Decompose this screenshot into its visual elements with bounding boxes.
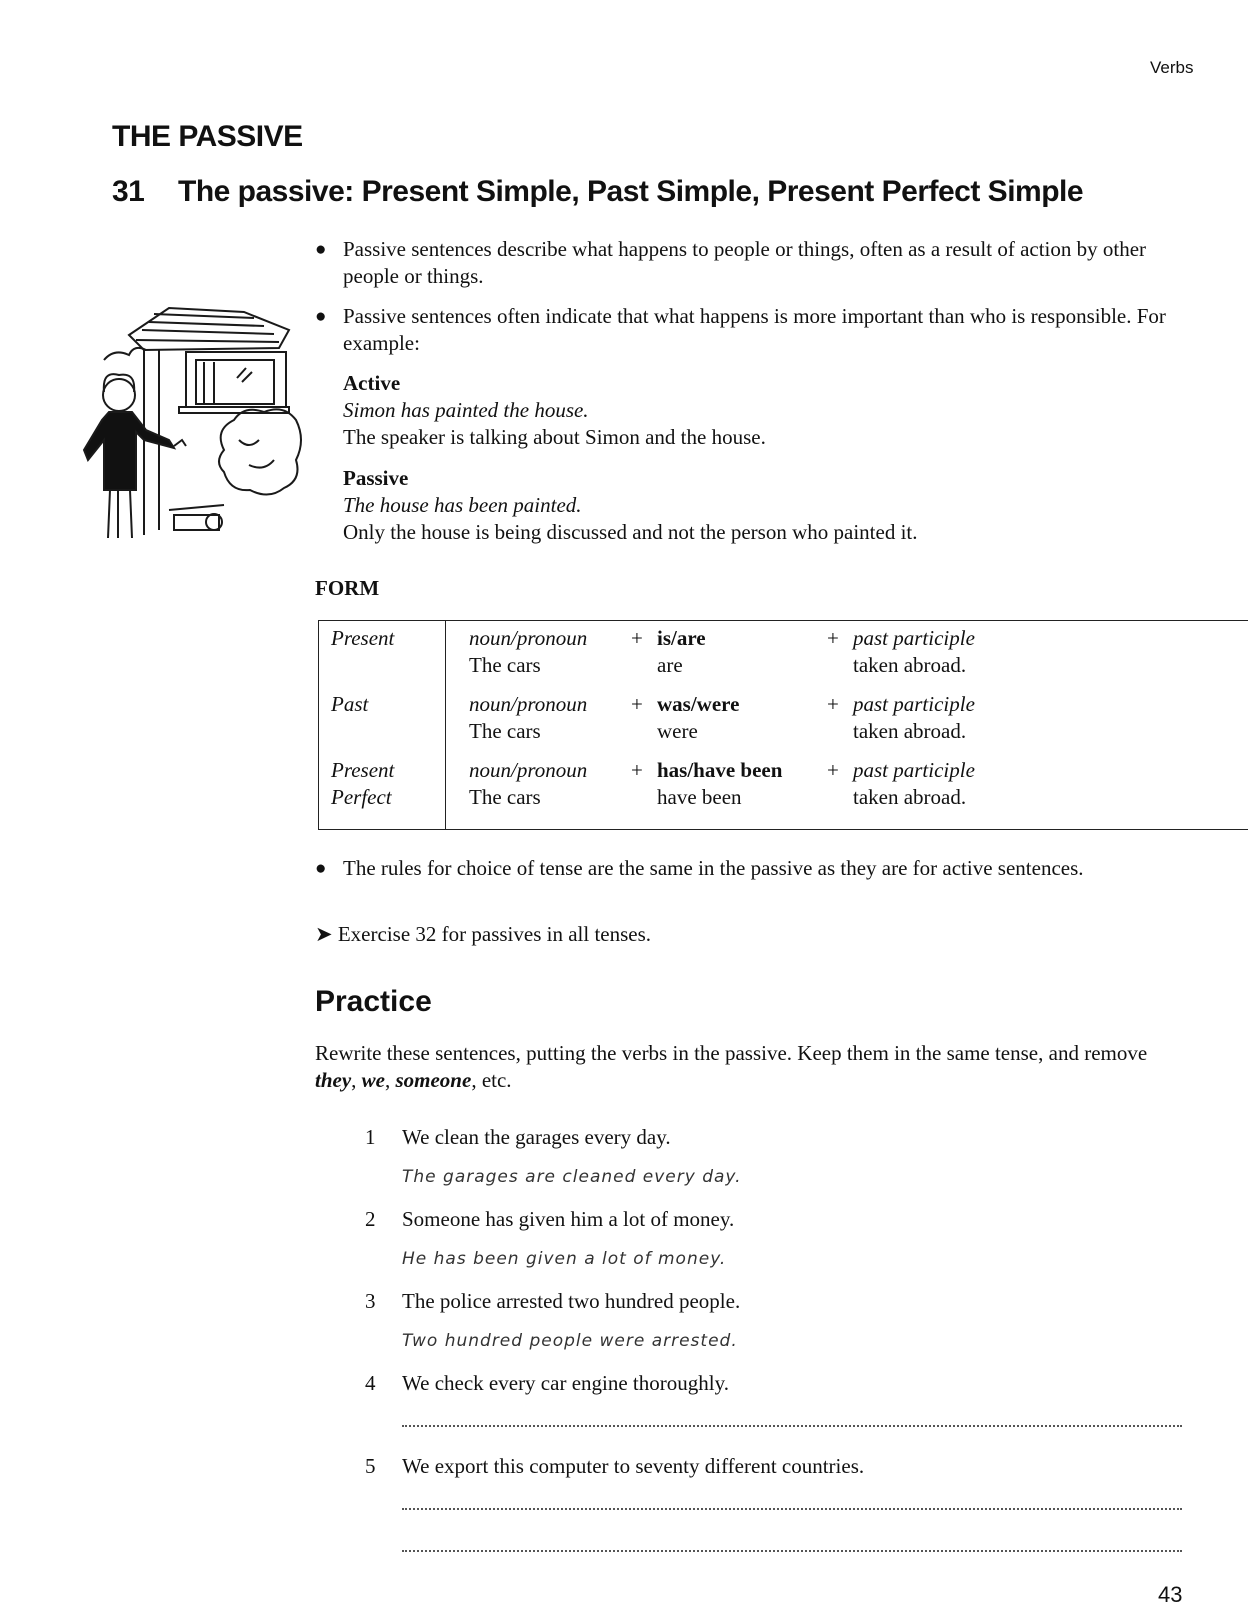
unit-number: 31	[112, 175, 145, 208]
cross-reference	[315, 922, 651, 947]
row-plus: +	[631, 758, 643, 782]
example-participle: taken abroad.	[853, 719, 967, 743]
passive-example	[343, 465, 1143, 546]
question-number: 1	[365, 1125, 376, 1149]
page-number: 43	[1158, 1582, 1183, 1607]
row-subject: noun/pronoun	[469, 626, 588, 650]
question-text: Someone has given him a lot of money.	[402, 1207, 735, 1231]
row-aux: is/are	[657, 626, 706, 650]
example-subject: The cars	[469, 719, 541, 743]
separator: ,	[384, 1068, 396, 1092]
row-subject: noun/pronoun	[469, 758, 588, 782]
row-participle: past participle	[853, 626, 975, 650]
cross-reference-text: Exercise 32 for passives in all tenses.	[337, 922, 652, 946]
row-plus: +	[631, 692, 643, 716]
bullet-dot-icon: ●	[315, 306, 327, 327]
row-plus: +	[631, 626, 643, 650]
instructions-end: , etc.	[471, 1068, 512, 1092]
word-someone: someone	[395, 1068, 472, 1092]
row-plus: +	[827, 626, 839, 650]
question-number: 2	[365, 1207, 376, 1231]
tense-present: Present	[331, 626, 395, 650]
word-they: they	[315, 1068, 352, 1092]
example-aux: have been	[657, 785, 742, 809]
passive-label: Passive	[343, 466, 409, 490]
tense-present-perfect-2: Perfect	[331, 785, 392, 809]
example-participle: taken abroad.	[853, 653, 967, 677]
bullet-passive-importance	[315, 303, 1175, 357]
form-table	[318, 620, 1248, 830]
active-sentence: Simon has painted the house.	[343, 398, 589, 422]
answer-handwritten: Two hundred people were arrested.	[402, 1331, 738, 1351]
bullet-tense-rules	[315, 855, 1175, 882]
passive-note: Only the house is being discussed and not the person who painted it.	[343, 520, 918, 544]
arrow-icon: ➤	[315, 922, 333, 946]
bullet-text: Passive sentences describe what happens to people or things, often as a result of action by other people or things.	[343, 237, 1147, 288]
row-aux: was/were	[657, 692, 740, 716]
example-participle: taken abroad.	[853, 785, 967, 809]
row-aux: has/have been	[657, 758, 783, 782]
running-head: Verbs	[1150, 58, 1194, 77]
bullet-passive-description	[315, 236, 1175, 290]
bush-drawing	[219, 409, 301, 494]
tense-past: Past	[331, 692, 369, 716]
tense-present-perfect: Present	[331, 758, 395, 782]
row-participle: past participle	[853, 758, 975, 782]
instructions-text: Rewrite these sentences, putting the verbs in the passive. Keep them in the same tense, and remove	[315, 1041, 1148, 1065]
question-text: We export this computer to seventy different countries.	[402, 1454, 865, 1478]
example-aux: are	[657, 653, 683, 677]
question-text: We check every car engine thoroughly.	[402, 1371, 729, 1395]
unit-title-text: The passive: Present Simple, Past Simple, Present Perfect Simple	[178, 175, 1084, 208]
practice-instructions	[315, 1040, 1190, 1094]
answer-line[interactable]	[402, 1425, 1182, 1427]
row-plus: +	[827, 692, 839, 716]
house-painting-illustration	[74, 300, 304, 555]
woman-figure	[84, 374, 186, 538]
answer-handwritten: He has been given a lot of money.	[402, 1249, 727, 1269]
active-label: Active	[343, 371, 401, 395]
question-number: 3	[365, 1289, 376, 1313]
row-plus: +	[827, 758, 839, 782]
example-subject: The cars	[469, 785, 541, 809]
example-aux: were	[657, 719, 698, 743]
form-heading: FORM	[315, 576, 380, 600]
question-number: 4	[365, 1371, 376, 1395]
question-number: 5	[365, 1454, 376, 1478]
passive-sentence: The house has been painted.	[343, 493, 582, 517]
active-note: The speaker is talking about Simon and the house.	[343, 425, 766, 449]
bullet-text: Passive sentences often indicate that what happens is more important than who is responsible. For example:	[343, 304, 1166, 355]
word-we: we	[361, 1068, 385, 1092]
answer-handwritten: The garages are cleaned every day.	[402, 1167, 742, 1187]
table-divider	[445, 621, 446, 829]
row-subject: noun/pronoun	[469, 692, 588, 716]
bullet-dot-icon: ●	[315, 858, 327, 879]
unit-title	[112, 175, 1083, 209]
row-participle: past participle	[853, 692, 975, 716]
example-subject: The cars	[469, 653, 541, 677]
active-example	[343, 370, 1143, 451]
section-title: THE PASSIVE	[112, 120, 303, 153]
answer-line[interactable]	[402, 1508, 1182, 1510]
answer-line[interactable]	[402, 1550, 1182, 1552]
practice-heading: Practice	[315, 985, 432, 1018]
question-text: We clean the garages every day.	[402, 1125, 671, 1149]
separator: ,	[351, 1068, 362, 1092]
wheelbarrow-drawing	[169, 505, 224, 530]
bullet-dot-icon: ●	[315, 239, 327, 260]
bullet-text: The rules for choice of tense are the same in the passive as they are for active sentences.	[343, 856, 1084, 880]
question-text: The police arrested two hundred people.	[402, 1289, 741, 1313]
